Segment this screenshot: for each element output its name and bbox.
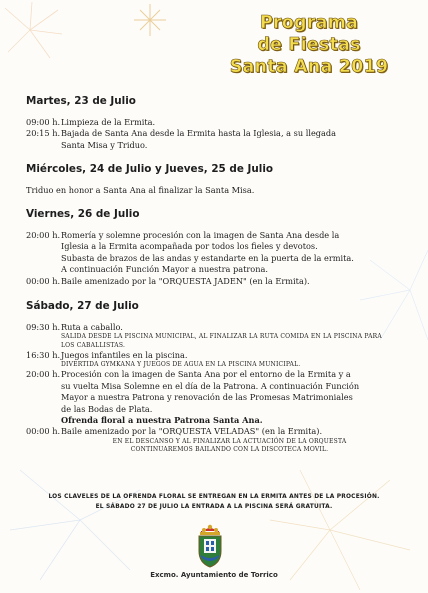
title-line-1: Programa xyxy=(259,13,359,33)
event-text: Bajada de Santa Ana desde la Ermita hasta la Iglesia, a su llegada xyxy=(61,128,337,139)
council-name: Excmo. Ayuntamiento de Torrico xyxy=(150,571,278,579)
event-time: 16:30 h. xyxy=(26,349,61,360)
event-row xyxy=(26,230,398,241)
event-continuation: Subasta de brazos de las andas y estandarte en la puerta de la ermita. xyxy=(61,252,354,263)
day-heading-viernes: Viernes, 26 de Julio xyxy=(26,208,140,220)
section-martes xyxy=(26,95,398,151)
coat-of-arms-icon xyxy=(195,521,225,569)
footer-line-1: LOS CLAVELES DE LA OFRENDA FLORAL SE ENTREGAN EN LA ERMITA ANTES DE LA PROCESIÓN. xyxy=(48,494,380,500)
event-continuation: Santa Misa y Triduo. xyxy=(61,139,148,150)
event-note: SALIDA DESDE LA PISCINA MUNICIPAL, AL FINALIZAR LA RUTA COMIDA EN LA PISCINA PARA xyxy=(61,333,382,341)
event-note: LOS CABALLISTAS. xyxy=(61,341,126,349)
event-note: DIVERTIDA GYMKANA Y JUEGOS DE AGUA EN LA PISCINA MUNICIPAL. xyxy=(61,361,301,369)
event-row xyxy=(26,426,398,437)
section-miercoles xyxy=(26,163,398,196)
ofrenda-floral: Ofrenda floral a nuestra Patrona Santa Ana. xyxy=(61,415,263,426)
program-title xyxy=(224,12,394,78)
event-note: CONTINUAREMOS BAILANDO CON LA DISCOTECA MOVIL. xyxy=(130,446,329,454)
event-continuation: Iglesia a la Ermita acompañada por todos los fieles y devotos. xyxy=(61,241,318,252)
event-continuation: de las Bodas de Plata. xyxy=(61,403,153,414)
event-continuation: su vuelta Misa Solemne en el día de la Patrona. A continuación Función xyxy=(61,380,360,391)
event-time: 20:00 h. xyxy=(26,369,61,380)
event-text: Baile amenizado por la "ORQUESTA VELADAS" (en la Ermita). xyxy=(61,426,323,437)
event-text: Ruta a caballo. xyxy=(61,322,123,332)
event-note: EN EL DESCANSO Y AL FINALIZAR LA ACTUACIÓN DE LA ORQUESTA xyxy=(112,437,347,445)
event-text: Procesión con la imagen de Santa Ana por el entorno de la Ermita y a xyxy=(61,369,351,380)
event-row xyxy=(26,276,398,287)
event-text: Triduo en honor a Santa Ana al finalizar la Santa Misa. xyxy=(26,185,255,195)
event-text: Romería y solemne procesión con la imagen de Santa Ana desde la xyxy=(61,230,340,240)
event-text: Juegos infantiles en la piscina. xyxy=(61,349,188,360)
day-heading-martes: Martes, 23 de Julio xyxy=(26,95,136,107)
event-row xyxy=(26,350,398,361)
event-time: 20:00 h. xyxy=(26,230,61,240)
footer-notices xyxy=(24,492,404,512)
event-text: Limpieza de la Ermita. xyxy=(61,117,156,127)
event-continuation: A continuación Función Mayor a nuestra patrona. xyxy=(61,264,268,275)
firework-decoration-top-left xyxy=(0,0,200,80)
title-line-3: Santa Ana 2019 xyxy=(229,57,389,77)
event-time: 09:30 h. xyxy=(26,322,61,332)
day-heading-miercoles: Miércoles, 24 de Julio y Jueves, 25 de Julio xyxy=(26,163,274,175)
section-viernes xyxy=(26,208,398,287)
event-row xyxy=(26,322,398,333)
event-time: 20:15 h. xyxy=(26,128,61,139)
event-row xyxy=(26,369,398,380)
event-continuation: Mayor a nuestra Patrona y renovación de las Promesas Matrimoniales xyxy=(61,392,353,403)
event-row xyxy=(26,117,398,128)
event-time: 00:00 h. xyxy=(26,275,61,286)
event-text: Baile amenizado por la "ORQUESTA JADEN" (en la Ermita). xyxy=(61,275,310,286)
title-line-2: de Fiestas xyxy=(257,35,361,55)
footer-line-2: EL SÁBADO 27 DE JULIO LA ENTRADA A LA PISCINA SERÁ GRATUITA. xyxy=(95,504,333,510)
event-time: 09:00 h. xyxy=(26,117,61,127)
event-time: 00:00 h. xyxy=(26,426,61,437)
event-row xyxy=(26,128,398,139)
day-heading-sabado: Sábado, 27 de Julio xyxy=(26,300,139,312)
section-sabado xyxy=(26,300,398,454)
